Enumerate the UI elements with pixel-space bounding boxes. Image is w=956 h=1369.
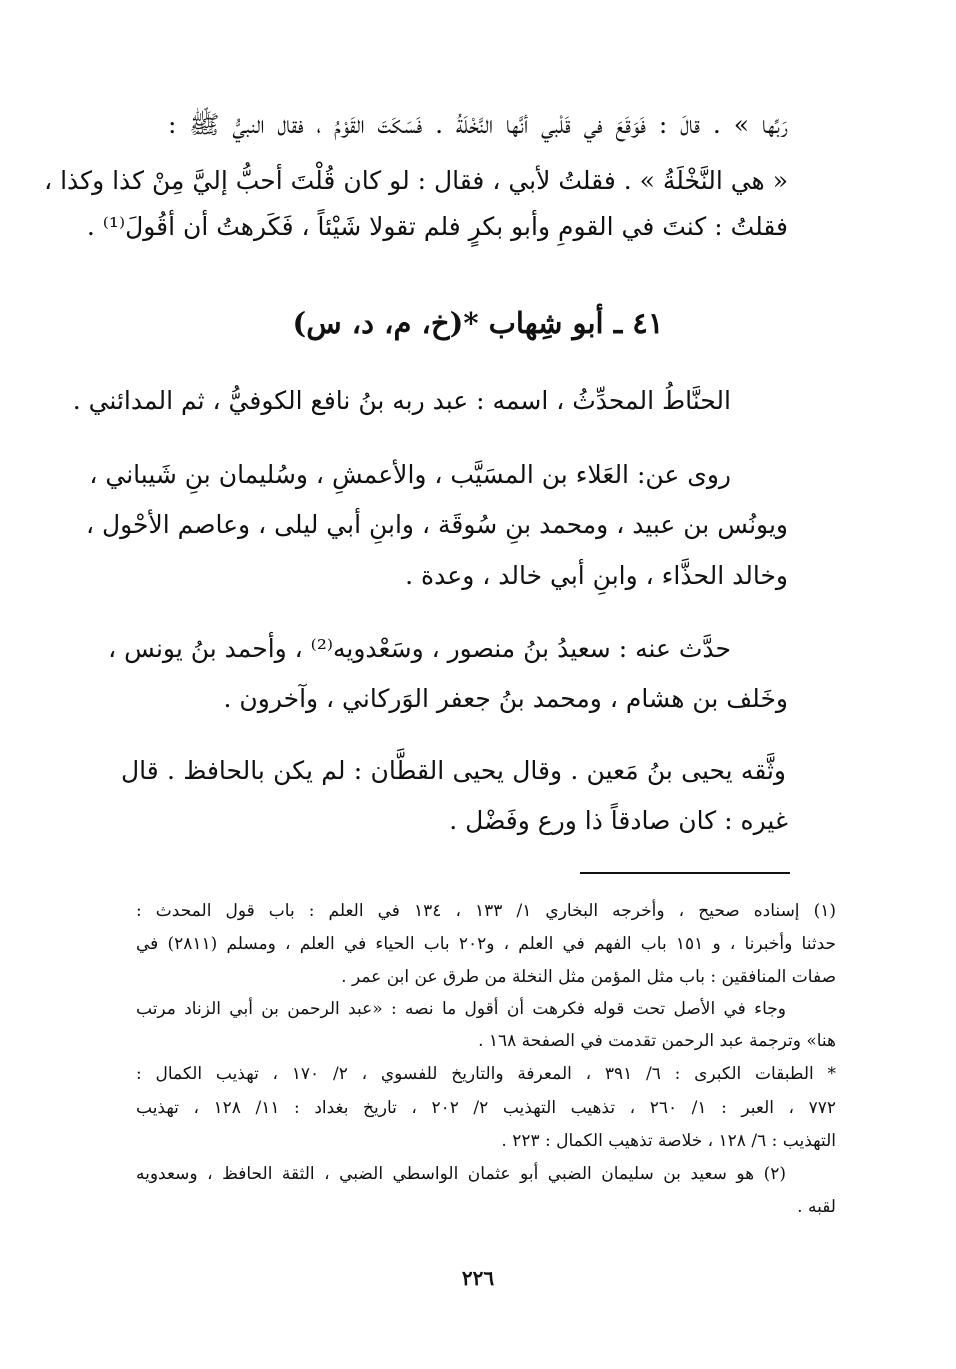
footnote-line-5: هنا» وترجمة عبد الرحمن تقدمت في الصفحة ١٦٨ . bbox=[478, 1031, 836, 1051]
top-paragraph-line-1: رَبِّها » . قالَ : فَوَقَعَ في قَلْبي أنَّها النَّخْلَةُ . فَسَكَتَ القَوْمُ ، فقال النبيُّ ﷺ : bbox=[168, 110, 788, 139]
footnote-line-10: لقبه . bbox=[797, 1197, 836, 1217]
top-paragraph-line-2: « هي النَّخْلَةُ » . فقلتُ لأبي ، فقال : لو كان قُلْتَ أحبُّ إليَّ مِنْ كذا وكذا ، bbox=[44, 166, 788, 195]
top-paragraph-line-3: فقلتُ : كنتَ في القومِ وأبو بكرٍ فلم تقولا شَيْئاً ، فَكَرهتُ أن أقُولَ⁽¹⁾ . bbox=[86, 212, 788, 241]
grading-line-2: غيره : كان صادقاً ذا ورع وفَضْل . bbox=[449, 806, 788, 835]
narrated-from-line-2: ويونُس بن عبيد ، ومحمد بنِ سُوقَة ، وابنِ أبي ليلى ، وعاصم الأحْول ، bbox=[85, 510, 788, 539]
intro-line: الحنَّاطُ المحدِّثُ ، اسمه : عبد ربه بنُ نافع الكوفيُّ ، ثم المدائني . bbox=[72, 386, 731, 415]
footnote-separator bbox=[580, 872, 790, 874]
footnote-line-8: التهذيب : ٦/ ١٢٨ ، خلاصة تذهيب الكمال : ٢٢٣ . bbox=[501, 1131, 836, 1151]
footnote-line-7: ٧٧٢ ، العبر : ١/ ٢٦٠ ، تذهيب التهذيب ٢/ ٢٠٢ ، تاريخ بغداد : ١١/ ١٢٨ ، تهذيب bbox=[136, 1098, 836, 1118]
grading-line-1: وثَّقه يحيى بنُ مَعين . وقال يحيى القطَّان : لم يكن بالحافظ . قال bbox=[121, 756, 786, 785]
footnote-line-4: وجاء في الأصل تحت قوله فكرهت أن أقول ما نصه : «عبد الرحمن بن أبي الزناد مرتب bbox=[136, 999, 786, 1019]
narrated-by-line-1: حدَّث عنه : سعيدُ بنُ منصور ، وسَعْدويه⁽²⁾ ، وأحمد بنُ يونس ، bbox=[108, 634, 731, 663]
footnote-line-3: صفات المنافقين : باب مثل المؤمن مثل النخلة من طرق عن ابن عمر . bbox=[341, 967, 836, 987]
footnote-line-2: حدثنا وأخبرنا ، و ١٥١ باب الفهم في العلم ، و٢٠٢ باب الحياء في العلم ، ومسلم (٢٨١١) في bbox=[136, 934, 836, 954]
page-number: ٢٢٦ bbox=[461, 1266, 495, 1290]
narrated-from-line-1: روى عن: العَلاء بن المسَيَّب ، والأعمشِ ، وسُليمان بنِ شَيباني ، bbox=[89, 460, 731, 489]
section-heading: ٤١ ـ أبو شِهاب *(خ، م، د، س) bbox=[292, 306, 664, 340]
footnote-line-9: (٢) هو سعيد بن سليمان الضبي أبو عثمان الواسطي الضبي ، الثقة الحافظ ، وسعدويه bbox=[136, 1164, 786, 1184]
narrated-by-line-2: وخَلف بن هشام ، ومحمد بنُ جعفر الوَركاني ، وآخرون . bbox=[223, 684, 788, 713]
footnote-line-6: * الطبقات الكبرى : ٦/ ٣٩١ ، المعرفة والتاريخ للفسوي ، ٢/ ١٧٠ ، تهذيب الكمال : bbox=[136, 1064, 836, 1084]
narrated-from-line-3: وخالد الحذَّاء ، وابنِ أبي خالد ، وعدة . bbox=[405, 561, 788, 590]
footnote-line-1: (١) إسناده صحيح ، وأخرجه البخاري ١/ ١٣٣ ، ١٣٤ في العلم : باب قول المحدث : bbox=[136, 901, 837, 921]
